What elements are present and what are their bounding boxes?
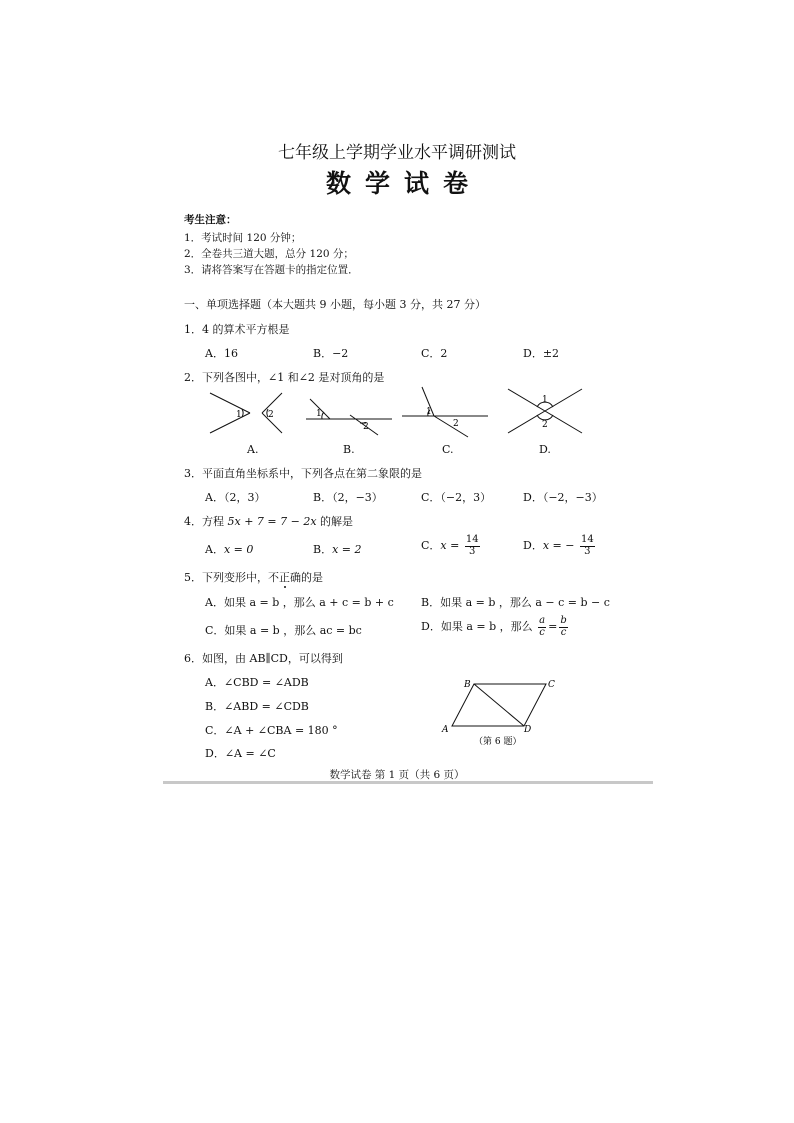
question-1-option-c: C．2 bbox=[421, 347, 448, 360]
question-4-stem-prefix: 4．方程 bbox=[184, 515, 228, 528]
fraction-numerator: a bbox=[539, 615, 546, 626]
notice-heading: 考生注意： bbox=[184, 214, 237, 226]
figure-d-label: D. bbox=[539, 443, 551, 456]
question-2-stem: 2．下列各图中，∠1 和∠2 是对顶角的是 bbox=[184, 371, 385, 384]
figure-b-angle-1: 1 bbox=[316, 409, 322, 419]
exam-subtitle: 七年级上学期学业水平调研测试 bbox=[278, 143, 516, 163]
question-5-stem-emphasis: 不正确 bbox=[268, 571, 301, 584]
question-6-stem: 6．如图，由 AB∥CD，可以得到 bbox=[184, 652, 343, 665]
question-1-option-b: B．−2 bbox=[313, 347, 349, 360]
figure-vertex-b: B bbox=[464, 680, 471, 690]
figure-d-angle-2: 2 bbox=[542, 420, 548, 430]
question-5-option-d bbox=[421, 616, 570, 638]
question-4-option-c bbox=[421, 535, 482, 557]
question-4-option-c-fraction bbox=[465, 535, 480, 557]
question-3-stem: 3．平面直角坐标系中，下列各点在第二象限的是 bbox=[184, 467, 422, 480]
question-4-option-b-value: x = 2 bbox=[332, 543, 362, 556]
question-5-option-d-prefix: D．如果 a = b ，那么 bbox=[421, 620, 533, 633]
question-4-equation: 5x + 7 = 7 − 2x bbox=[227, 515, 317, 528]
question-5-option-d-fraction-2 bbox=[559, 616, 567, 638]
question-4-option-d-lhs: x = − bbox=[542, 539, 575, 552]
figure-c-angle-2: 2 bbox=[453, 419, 459, 429]
question-4-option-d-fraction bbox=[580, 535, 595, 557]
figure-a-angle-1: 1 bbox=[236, 410, 242, 420]
question-4-option-a-letter: A． bbox=[205, 543, 224, 556]
figure-c-label: C. bbox=[442, 443, 454, 456]
page-footer: 数学试卷 第 1 页（共 6 页） bbox=[329, 769, 465, 781]
fraction-denominator: c bbox=[539, 626, 545, 638]
section-heading: 一、单项选择题（本大题共 9 小题，每小题 3 分，共 27 分） bbox=[184, 298, 486, 311]
notice-item-1: 1．考试时间 120 分钟； bbox=[184, 232, 302, 244]
question-1-option-d: D．±2 bbox=[523, 347, 560, 360]
parallelogram bbox=[452, 684, 546, 726]
question-3-option-a: A．（2，3） bbox=[205, 491, 266, 504]
exam-title: 数学试卷 bbox=[325, 169, 482, 198]
question-5-option-d-fraction-1 bbox=[538, 616, 546, 638]
question-5-stem-suffix: 的是 bbox=[301, 571, 323, 584]
question-5-option-b: B．如果 a = b ，那么 a − c = b − c bbox=[421, 596, 610, 609]
question-6-option-d: D．∠A = ∠C bbox=[205, 747, 276, 760]
question-4-option-b-letter: B． bbox=[313, 543, 333, 556]
notice-item-2: 2．全卷共三道大题，总分 120 分； bbox=[184, 248, 354, 260]
question-6-option-b: B．∠ABD = ∠CDB bbox=[205, 700, 309, 713]
question-5-stem-prefix: 5．下列变形中， bbox=[184, 571, 268, 584]
figure-a-angle-2: 2 bbox=[268, 410, 274, 420]
figure-vertex-d: D bbox=[524, 725, 532, 735]
question-4-stem bbox=[184, 513, 353, 529]
question-4-option-d bbox=[523, 535, 597, 557]
question-1-option-a: A．16 bbox=[205, 347, 238, 360]
figure-vertex-a: A bbox=[442, 725, 449, 735]
figure-vertex-c: C bbox=[548, 680, 555, 690]
fraction-denominator: c bbox=[560, 626, 567, 638]
fraction-numerator: b bbox=[560, 615, 567, 626]
question-4-option-c-lhs: x = bbox=[440, 539, 460, 552]
figure-b-label: B. bbox=[343, 443, 355, 456]
fraction-numerator: 14 bbox=[580, 534, 594, 545]
fraction-numerator: 14 bbox=[465, 534, 479, 545]
question-4-option-b bbox=[313, 541, 362, 557]
figure-caption: （第 6 题） bbox=[474, 737, 522, 747]
question-2-figures bbox=[200, 385, 600, 440]
question-5-stem bbox=[184, 569, 323, 585]
question-3-option-c: C．（−2，3） bbox=[421, 491, 492, 504]
figure-c bbox=[402, 387, 488, 437]
question-6-option-c: C．∠A + ∠CBA = 180 ° bbox=[205, 724, 338, 737]
figure-d-angle-1: 1 bbox=[542, 395, 548, 405]
question-1-stem: 1．4 的算术平方根是 bbox=[184, 323, 290, 336]
question-5-option-a: A．如果 a = b ，那么 a + c = b + c bbox=[205, 596, 394, 609]
fraction-denominator: 3 bbox=[469, 545, 476, 557]
question-3-option-b: B．（2，−3） bbox=[313, 491, 383, 504]
question-4-option-d-letter: D． bbox=[523, 539, 543, 552]
question-4-stem-suffix: 的解是 bbox=[316, 515, 354, 528]
figure-b-angle-2: 2 bbox=[363, 422, 369, 432]
figure-c-angle-1: 1 bbox=[426, 407, 432, 417]
question-4-option-a bbox=[205, 541, 253, 557]
question-4-option-a-value: x = 0 bbox=[223, 543, 254, 556]
notice-item-3: 3．请将答案写在答题卡的指定位置． bbox=[184, 264, 359, 276]
figure-a-label: A. bbox=[247, 443, 259, 456]
question-5-option-d-equals: = bbox=[548, 620, 558, 633]
page-bottom-rule bbox=[163, 781, 653, 784]
question-6-option-a: A．∠CBD = ∠ADB bbox=[205, 676, 309, 689]
fraction-denominator: 3 bbox=[584, 545, 591, 557]
question-4-option-c-letter: C． bbox=[421, 539, 441, 552]
question-6-figure bbox=[438, 676, 558, 748]
question-3-option-d: D．（−2，−3） bbox=[523, 491, 603, 504]
question-5-option-c: C．如果 a = b ，那么 ac = bc bbox=[205, 624, 362, 637]
